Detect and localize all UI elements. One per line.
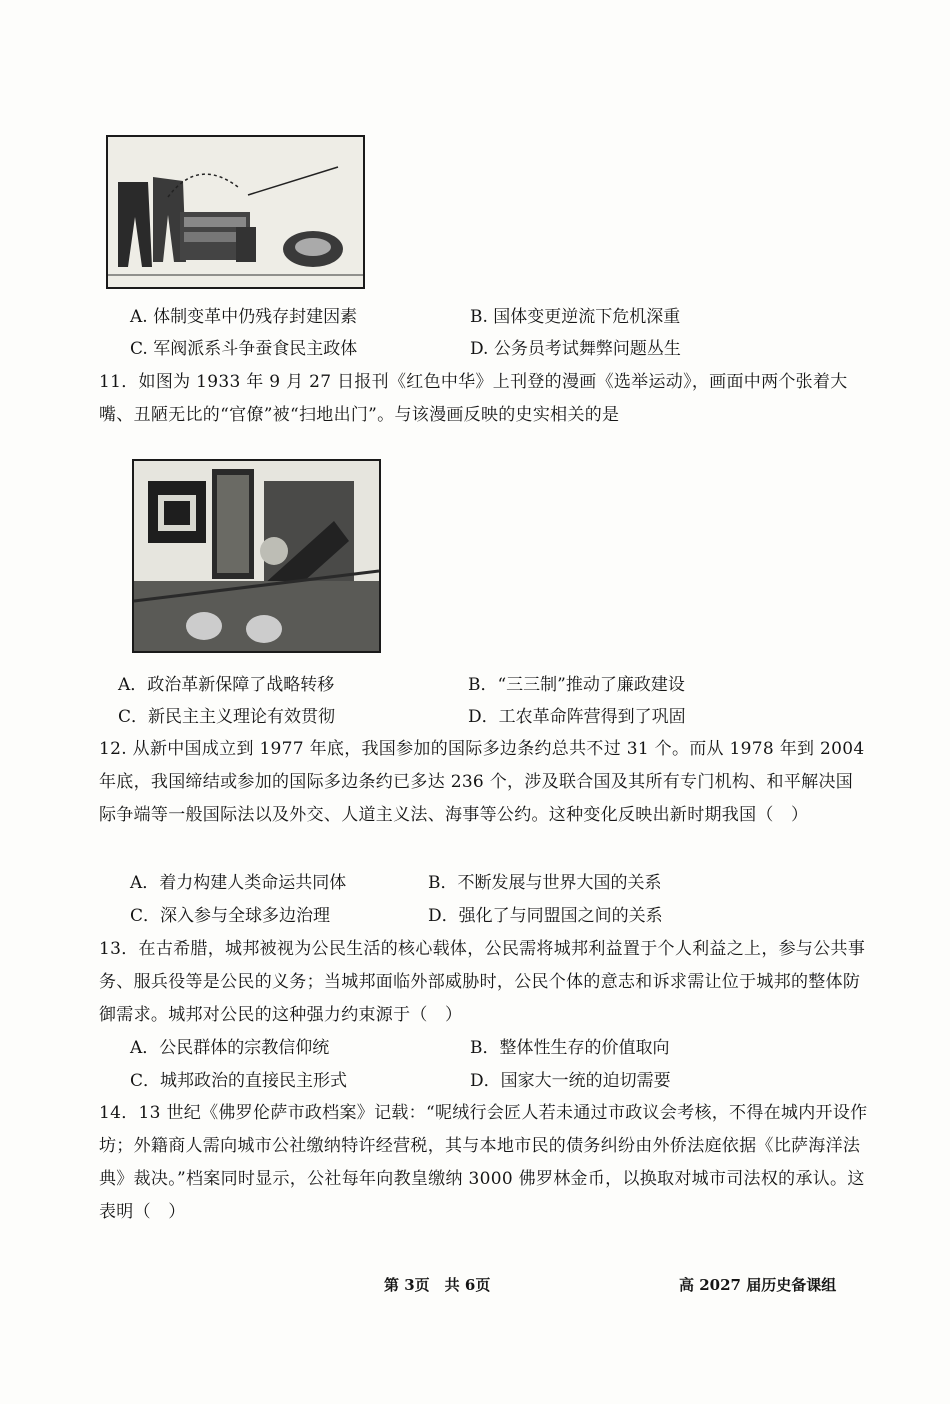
q10-option-a[interactable]: A. 体制变革中仍残存封建因素 xyxy=(130,307,358,327)
cartoon-figure-1 xyxy=(106,135,365,289)
q12-option-d[interactable]: D．强化了与同盟国之间的关系 xyxy=(428,906,663,926)
q11-option-d[interactable]: D．工农革命阵营得到了巩固 xyxy=(468,707,686,727)
footer-group: 高 2027 届历史备课组 xyxy=(679,1276,837,1294)
page-number: 第 3页 共 6页 xyxy=(384,1276,491,1294)
q10-option-d[interactable]: D. 公务员考试舞弊问题丛生 xyxy=(470,339,681,359)
q12-option-b[interactable]: B．不断发展与世界大国的关系 xyxy=(428,873,662,893)
q12-option-a[interactable]: A．着力构建人类命运共同体 xyxy=(130,873,347,893)
cartoon-figure-election xyxy=(132,459,381,653)
q12-stem: 12. 从新中国成立到 1977 年底，我国参加的国际多边条约总共不过 31 个。而从 1978 年到 2004 年底，我国缔结或参加的国际多边条约已多达 236 个，涉及联合国及其所有专门机构、和平解决国际争端等一般国际法以及外交、人道主义法、海事等公约。这种变化反映出新时期我国（ ） xyxy=(99,739,865,825)
q13-option-b[interactable]: B．整体性生存的价值取向 xyxy=(470,1038,670,1058)
q14-stem: 14．13 世纪《佛罗伦萨市政档案》记载：“呢绒行会匠人若未通过市政议会考核，不得在城内开设作坊；外籍商人需向城市公社缴纳特许经营税，其与本地市民的债务纠纷由外侨法庭依据《比萨海洋法典》裁决。”档案同时显示，公社每年向教皇缴纳 3000 佛罗林金币，以换取对城市司法权的承认。这表明（ ） xyxy=(99,1103,868,1222)
q11-option-c[interactable]: C．新民主主义理论有效贯彻 xyxy=(118,707,336,727)
q13-option-a[interactable]: A．公民群体的宗教信仰统 xyxy=(130,1038,330,1058)
q10-option-b[interactable]: B. 国体变更逆流下危机深重 xyxy=(470,307,681,327)
q13-option-c[interactable]: C．城邦政治的直接民主形式 xyxy=(130,1071,348,1091)
q13-option-d[interactable]: D．国家大一统的迫切需要 xyxy=(470,1071,671,1091)
q11-stem: 11．如图为 1933 年 9 月 27 日报刊《红色中华》上刊登的漫画《选举运动》，画面中两个张着大嘴、丑陋无比的“官僚”被“扫地出门”。与该漫画反映的史实相关的是 xyxy=(99,372,848,425)
q13-stem: 13．在古希腊，城邦被视为公民生活的核心载体，公民需将城邦利益置于个人利益之上，参与公共事务、服兵役等是公民的义务；当城邦面临外部威胁时，公民个体的意志和诉求需让位于城邦的整体防御需求。城邦对公民的这种强力约束源于（ ） xyxy=(99,939,866,1025)
q10-option-c[interactable]: C. 军阀派系斗争蚕食民主政体 xyxy=(130,339,358,359)
cartoon-2-drawing xyxy=(134,461,379,651)
cartoon-1-drawing xyxy=(108,137,363,287)
q11-option-b[interactable]: B．“三三制”推动了廉政建设 xyxy=(468,675,685,695)
q11-option-a[interactable]: A．政治革新保障了战略转移 xyxy=(118,675,335,695)
q12-option-c[interactable]: C．深入参与全球多边治理 xyxy=(130,906,331,926)
